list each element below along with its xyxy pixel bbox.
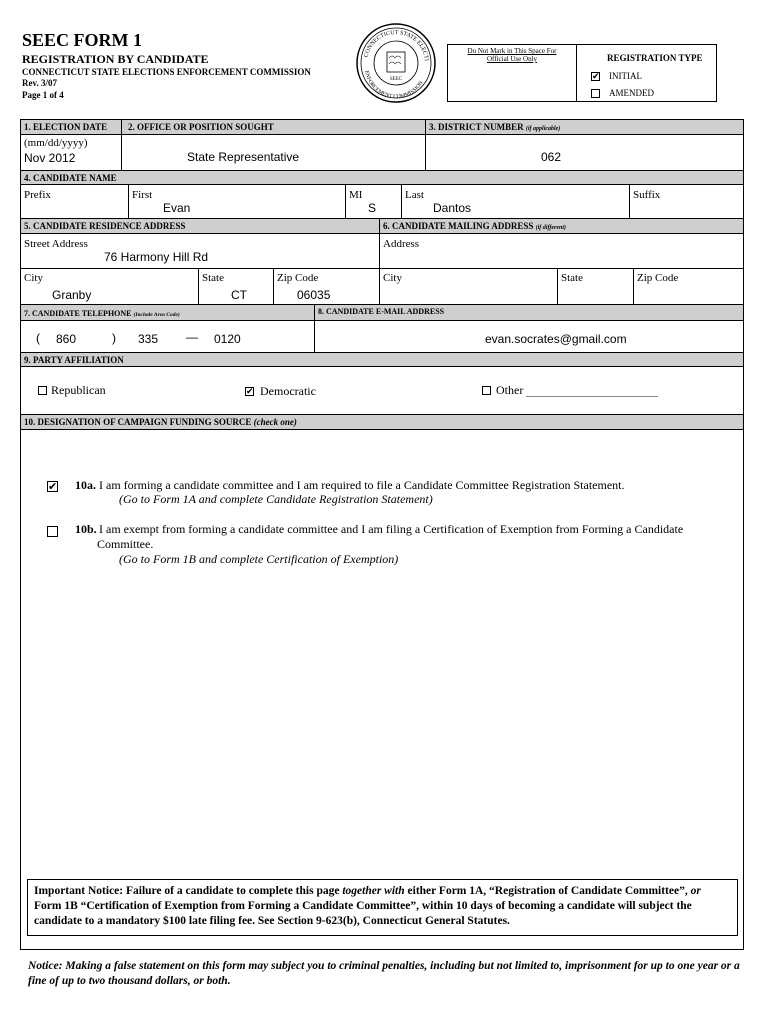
footer-notice: Notice: Making a false statement on this form may subject you to criminal penalties, including but not limited to, imprisonment for up to one year or a fine of up to two thousand dollars, or both. <box>28 960 740 987</box>
important-notice-part-5: Form 1B “Certification of Exemption from Forming a Candidate Committee”, within 10 days of becoming a candidate will subject the candidate to a mandatory $100 late filing fee. See Section 9-623(b), Connecticut General Statutes. <box>34 900 692 927</box>
republican-label: Republican <box>51 383 106 397</box>
form-subtitle: REGISTRATION BY CANDIDATE <box>22 52 209 66</box>
option-10b-text: I am exempt from forming a candidate committee and I am filing a Certification of Exemption from Forming a Candidate <box>99 522 684 536</box>
revision: Rev. 3/07 <box>22 78 57 88</box>
section-8-header: 8. CANDIDATE E-MAIL ADDRESS <box>314 304 744 321</box>
other-input-line[interactable] <box>526 396 658 397</box>
state-label: State <box>202 272 224 284</box>
district-number-field[interactable]: 062 <box>541 150 562 164</box>
email-field[interactable]: evan.socrates@gmail.com <box>485 332 627 346</box>
seal-center-text: SEEC <box>389 77 403 82</box>
phone-area-code-field[interactable]: 860 <box>56 332 77 346</box>
section-10-header: 10. DESIGNATION OF CAMPAIGN FUNDING SOURCE (check one) <box>20 414 744 430</box>
official-use-box <box>447 44 577 102</box>
seal-text-top: CONNECTICUT STATE ELECTI <box>363 29 429 62</box>
agency-name: CONNECTICUT STATE ELECTIONS ENFORCEMENT COMMISSION <box>22 67 311 77</box>
phone-close-paren: ) <box>112 331 116 345</box>
section-5-header: 5. CANDIDATE RESIDENCE ADDRESS <box>20 218 380 234</box>
democratic-checkbox[interactable]: ✔ <box>246 387 254 397</box>
option-10b-id: 10b. <box>75 522 97 536</box>
mailing-address-label: Address <box>383 238 420 250</box>
section-2-header: 2. OFFICE OR POSITION SOUGHT <box>121 119 426 135</box>
last-name-field[interactable]: Dantos <box>433 201 472 215</box>
registration-type-title: REGISTRATION TYPE <box>607 53 703 63</box>
option-10b-text-cont: Committee. <box>97 537 154 551</box>
other-label: Other <box>496 383 524 397</box>
amended-label: AMENDED <box>609 88 654 98</box>
mailing-zip-label: Zip Code <box>637 272 679 284</box>
seec-seal-logo <box>355 22 437 104</box>
seal-text-bottom: ENFORCEMENT COMMISSION <box>363 70 425 101</box>
street-address-field[interactable]: 76 Harmony Hill Rd <box>104 250 209 264</box>
mailing-state-label: State <box>561 272 583 284</box>
important-notice-part-4: or <box>690 885 701 897</box>
phone-dash: — <box>186 330 198 344</box>
other-checkbox[interactable] <box>482 386 491 395</box>
street-address-label: Street Address <box>24 238 88 250</box>
prefix-label: Prefix <box>24 189 51 201</box>
last-name-label: Last <box>405 189 424 201</box>
office-sought-field[interactable]: State Representative <box>187 150 300 164</box>
important-notice-part-3: either Form 1A, “Registration of Candidate Committee”, <box>404 885 691 897</box>
initial-label: INITIAL <box>609 71 642 81</box>
option-10a-checkbox[interactable]: ✔ <box>48 480 58 493</box>
first-name-label: First <box>132 189 153 201</box>
phone-line-field[interactable]: 0120 <box>214 332 241 346</box>
city-field[interactable]: Granby <box>52 288 92 302</box>
phone-prefix-field[interactable]: 335 <box>138 332 159 346</box>
important-notice-part-1: Important Notice: Failure of a candidate to complete this page <box>34 885 343 897</box>
option-10a-text: I am forming a candidate committee and I am required to file a Candidate Committee Registration Statement. <box>99 478 625 492</box>
section-7-header: 7. CANDIDATE TELEPHONE (Include Area Code) <box>20 304 315 321</box>
option-10b-instruction: (Go to Form 1B and complete Certification of Exemption) <box>119 552 399 566</box>
mi-label: MI <box>349 189 363 201</box>
zip-label: Zip Code <box>277 272 319 284</box>
zip-field[interactable]: 06035 <box>297 288 331 302</box>
city-label: City <box>24 272 43 284</box>
suffix-label: Suffix <box>633 189 661 201</box>
republican-checkbox[interactable] <box>38 386 47 395</box>
section-4-header: 4. CANDIDATE NAME <box>20 170 744 185</box>
official-use-text: Do Not Mark in This Space For Official Use Only <box>467 47 557 63</box>
democratic-label: Democratic <box>260 384 316 398</box>
section-6-header: 6. CANDIDATE MAILING ADDRESS (if different) <box>379 218 744 234</box>
first-name-field[interactable]: Evan <box>163 201 191 215</box>
option-10a-id: 10a. <box>75 478 96 492</box>
page-number: Page 1 of 4 <box>22 90 64 100</box>
mailing-city-label: City <box>383 272 402 284</box>
election-date-field[interactable]: Nov 2012 <box>24 151 76 165</box>
phone-open-paren: ( <box>36 331 40 345</box>
state-field[interactable]: CT <box>231 288 247 302</box>
mi-field[interactable]: S <box>368 201 377 215</box>
form-title: SEEC FORM 1 <box>22 30 143 50</box>
section-3-header: 3. DISTRICT NUMBER (if applicable) <box>425 119 744 135</box>
amended-checkbox[interactable] <box>591 89 600 98</box>
important-notice-part-2: together with <box>342 885 405 897</box>
section-1-header: 1. ELECTION DATE <box>20 119 122 135</box>
initial-checkbox[interactable]: ✔ <box>592 72 600 82</box>
option-10a-instruction: (Go to Form 1A and complete Candidate Registration Statement) <box>119 492 433 506</box>
important-notice-box <box>27 879 738 936</box>
option-10b-checkbox[interactable] <box>47 526 58 537</box>
section-9-header: 9. PARTY AFFILIATION <box>20 352 744 367</box>
registration-type-box <box>576 44 717 102</box>
election-date-format-label: (mm/dd/yyyy) <box>24 137 88 149</box>
